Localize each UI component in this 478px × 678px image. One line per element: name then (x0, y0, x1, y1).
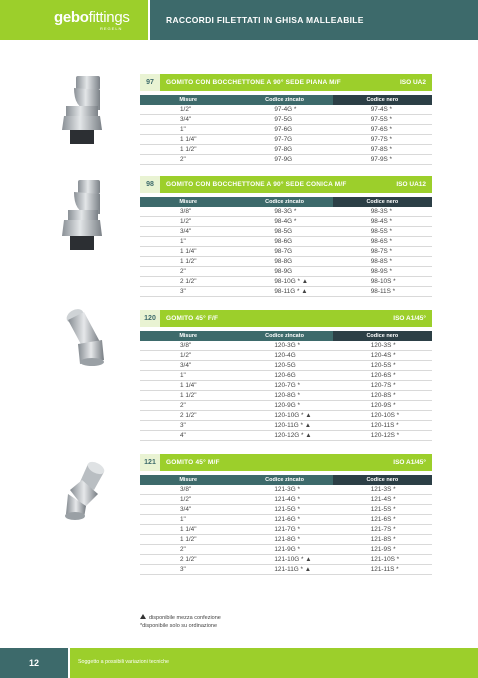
cell-zinc: 120-11G * ▲ (236, 421, 332, 431)
product-section-121 (140, 454, 432, 575)
cell-zinc: 121-5G * (236, 505, 332, 515)
section-title: GOMITO 45° F/F (166, 315, 219, 322)
cell-size: 2 1/2" (140, 411, 236, 421)
cell-black: 121-9S * (333, 545, 432, 555)
cell-black: 98-11S * (333, 287, 432, 297)
elbow-45-mf-image (60, 460, 110, 522)
cell-black: 121-10S * (333, 555, 432, 565)
cell-zinc: 97-8G (236, 145, 332, 155)
table-row (140, 485, 432, 495)
cell-black: 97-5S * (333, 115, 432, 125)
cell-zinc: 98-5G (236, 227, 332, 237)
logo-block (0, 0, 148, 40)
table-row (140, 495, 432, 505)
cell-zinc: 97-6G (236, 125, 332, 135)
cell-zinc: 98-8G (236, 257, 332, 267)
section-norm: ISO UA2 (399, 79, 426, 86)
cell-size: 2" (140, 545, 236, 555)
table-row (140, 267, 432, 277)
cell-black: 97-7S * (333, 135, 432, 145)
product-table (140, 475, 432, 575)
cell-size: 2" (140, 267, 236, 277)
cell-size: 1 1/4" (140, 135, 236, 145)
col-nero: Codice nero (333, 331, 432, 341)
table-row (140, 535, 432, 545)
brand-logo: gebofittings (54, 9, 130, 26)
cell-black: 121-8S * (333, 535, 432, 545)
cell-size: 1/2" (140, 495, 236, 505)
cell-size: 1 1/4" (140, 381, 236, 391)
cell-zinc: 98-10G * ▲ (236, 277, 332, 287)
table-row (140, 105, 432, 115)
table-row (140, 525, 432, 535)
cell-size: 3" (140, 421, 236, 431)
cell-zinc: 120-4G (236, 351, 332, 361)
table-row (140, 237, 432, 247)
product-table (140, 95, 432, 165)
table-row (140, 361, 432, 371)
cell-zinc: 97-4G * (236, 105, 332, 115)
cell-zinc: 120-7G * (236, 381, 332, 391)
cell-size: 3/4" (140, 505, 236, 515)
col-misure: Misure (140, 197, 236, 207)
cell-black: 120-3S * (333, 341, 432, 351)
cell-size: 1" (140, 515, 236, 525)
section-code: 120 (140, 310, 160, 327)
footer-bar (70, 648, 478, 678)
table-row (140, 515, 432, 525)
cell-black: 121-6S * (333, 515, 432, 525)
table-row (140, 217, 432, 227)
section-header (140, 454, 432, 471)
table-row (140, 371, 432, 381)
cell-size: 1 1/4" (140, 525, 236, 535)
cell-black: 120-4S * (333, 351, 432, 361)
cell-black: 121-5S * (333, 505, 432, 515)
table-row (140, 381, 432, 391)
cell-zinc: 98-6G (236, 237, 332, 247)
cell-black: 97-8S * (333, 145, 432, 155)
cell-black: 120-5S * (333, 361, 432, 371)
col-zincato: Codice zincato (236, 331, 332, 341)
cell-size: 1 1/4" (140, 247, 236, 257)
section-code: 98 (140, 176, 160, 193)
product-section-98 (140, 176, 432, 297)
cell-zinc: 98-7G (236, 247, 332, 257)
table-row (140, 155, 432, 165)
cell-black: 98-10S * (333, 277, 432, 287)
cell-black: 121-4S * (333, 495, 432, 505)
cell-zinc: 98-3G * (236, 207, 332, 217)
cell-black: 98-7S * (333, 247, 432, 257)
table-row (140, 411, 432, 421)
table-row (140, 287, 432, 297)
product-section-120 (140, 310, 432, 441)
table-row (140, 401, 432, 411)
cell-size: 1 1/2" (140, 145, 236, 155)
cell-size: 2 1/2" (140, 555, 236, 565)
cell-size: 1/2" (140, 351, 236, 361)
section-title: GOMITO CON BOCCHETTONE A 90° SEDE CONICA M/F (166, 181, 347, 188)
cell-zinc: 121-11G * ▲ (236, 565, 332, 575)
col-zincato: Codice zincato (236, 95, 332, 105)
cell-zinc: 121-4G * (236, 495, 332, 505)
table-row (140, 421, 432, 431)
legend-asterisk: *disponibile solo su ordinazione (140, 623, 218, 629)
cell-size: 3/8" (140, 485, 236, 495)
cell-black: 121-3S * (333, 485, 432, 495)
table-row (140, 257, 432, 267)
col-nero: Codice nero (333, 197, 432, 207)
cell-black: 120-9S * (333, 401, 432, 411)
section-norm: ISO A1/45° (393, 315, 426, 322)
cell-size: 4" (140, 431, 236, 441)
cell-size: 2" (140, 155, 236, 165)
col-zincato: Codice zincato (236, 197, 332, 207)
product-section-97 (140, 74, 432, 165)
product-table (140, 331, 432, 441)
cell-zinc: 121-10G * ▲ (236, 555, 332, 565)
table-row (140, 145, 432, 155)
cell-black: 120-6S * (333, 371, 432, 381)
cell-size: 3/8" (140, 341, 236, 351)
table-row (140, 207, 432, 217)
cell-black: 98-9S * (333, 267, 432, 277)
cell-black: 98-5S * (333, 227, 432, 237)
table-row (140, 505, 432, 515)
cell-size: 3" (140, 287, 236, 297)
page-title: RACCORDI FILETTATI IN GHISA MALLEABILE (166, 15, 364, 25)
cell-size: 3" (140, 565, 236, 575)
elbow-union-conical-image (60, 178, 110, 258)
page-number: 12 (0, 648, 68, 678)
section-title: GOMITO 45° M/F (166, 459, 220, 466)
cell-size: 1" (140, 371, 236, 381)
section-header (140, 74, 432, 91)
cell-zinc: 121-6G * (236, 515, 332, 525)
cell-size: 2 1/2" (140, 277, 236, 287)
col-misure: Misure (140, 95, 236, 105)
cell-black: 97-6S * (333, 125, 432, 135)
table-row (140, 227, 432, 237)
section-header (140, 310, 432, 327)
cell-zinc: 97-7G (236, 135, 332, 145)
table-row (140, 277, 432, 287)
elbow-45-ff-image (60, 306, 110, 366)
cell-black: 98-8S * (333, 257, 432, 267)
cell-size: 1" (140, 237, 236, 247)
col-zincato: Codice zincato (236, 475, 332, 485)
table-row (140, 135, 432, 145)
cell-black: 97-9S * (333, 155, 432, 165)
cell-size: 3/4" (140, 361, 236, 371)
product-table (140, 197, 432, 297)
cell-zinc: 120-9G * (236, 401, 332, 411)
cell-size: 1/2" (140, 217, 236, 227)
cell-black: 121-11S * (333, 565, 432, 575)
section-header (140, 176, 432, 193)
cell-zinc: 121-9G * (236, 545, 332, 555)
col-misure: Misure (140, 475, 236, 485)
col-misure: Misure (140, 331, 236, 341)
cell-size: 2" (140, 401, 236, 411)
col-nero: Codice nero (333, 95, 432, 105)
cell-black: 120-12S * (333, 431, 432, 441)
table-row (140, 391, 432, 401)
section-norm: ISO A1/45° (393, 459, 426, 466)
legend (140, 614, 221, 630)
brand-logo-subtitle: REGELN (100, 26, 123, 31)
table-row (140, 431, 432, 441)
table-row (140, 115, 432, 125)
cell-black: 98-4S * (333, 217, 432, 227)
cell-zinc: 120-12G * ▲ (236, 431, 332, 441)
cell-zinc: 98-9G (236, 267, 332, 277)
cell-black: 120-7S * (333, 381, 432, 391)
table-row (140, 247, 432, 257)
header-bar (150, 0, 478, 40)
footer-note: Soggetto a possibili variazioni tecniche (78, 659, 169, 665)
cell-size: 1" (140, 125, 236, 135)
cell-size: 3/8" (140, 207, 236, 217)
section-title: GOMITO CON BOCCHETTONE A 90° SEDE PIANA M/F (166, 79, 341, 86)
cell-size: 1 1/2" (140, 257, 236, 267)
table-row (140, 351, 432, 361)
table-row (140, 125, 432, 135)
cell-zinc: 97-9G (236, 155, 332, 165)
table-row (140, 555, 432, 565)
cell-zinc: 120-8G * (236, 391, 332, 401)
cell-zinc: 120-6G (236, 371, 332, 381)
cell-black: 98-3S * (333, 207, 432, 217)
table-row (140, 565, 432, 575)
section-code: 121 (140, 454, 160, 471)
cell-zinc: 98-11G * ▲ (236, 287, 332, 297)
cell-zinc: 97-5G (236, 115, 332, 125)
cell-black: 97-4S * (333, 105, 432, 115)
cell-zinc: 120-10G * ▲ (236, 411, 332, 421)
cell-size: 1/2" (140, 105, 236, 115)
cell-black: 120-10S * (333, 411, 432, 421)
cell-size: 3/4" (140, 227, 236, 237)
cell-zinc: 120-5G (236, 361, 332, 371)
cell-size: 3/4" (140, 115, 236, 125)
cell-zinc: 120-3G * (236, 341, 332, 351)
legend-triangle: disponibile mezza confezione (140, 614, 221, 622)
cell-black: 98-6S * (333, 237, 432, 247)
cell-zinc: 98-4G * (236, 217, 332, 227)
table-row (140, 341, 432, 351)
triangle-icon (140, 614, 146, 619)
section-code: 97 (140, 74, 160, 91)
elbow-union-flat-image (60, 72, 110, 152)
section-norm: ISO UA12 (396, 181, 426, 188)
cell-size: 1 1/2" (140, 535, 236, 545)
cell-zinc: 121-7G * (236, 525, 332, 535)
table-row (140, 545, 432, 555)
cell-black: 120-11S * (333, 421, 432, 431)
cell-zinc: 121-8G * (236, 535, 332, 545)
cell-zinc: 121-3G * (236, 485, 332, 495)
cell-black: 121-7S * (333, 525, 432, 535)
cell-black: 120-8S * (333, 391, 432, 401)
col-nero: Codice nero (333, 475, 432, 485)
cell-size: 1 1/2" (140, 391, 236, 401)
